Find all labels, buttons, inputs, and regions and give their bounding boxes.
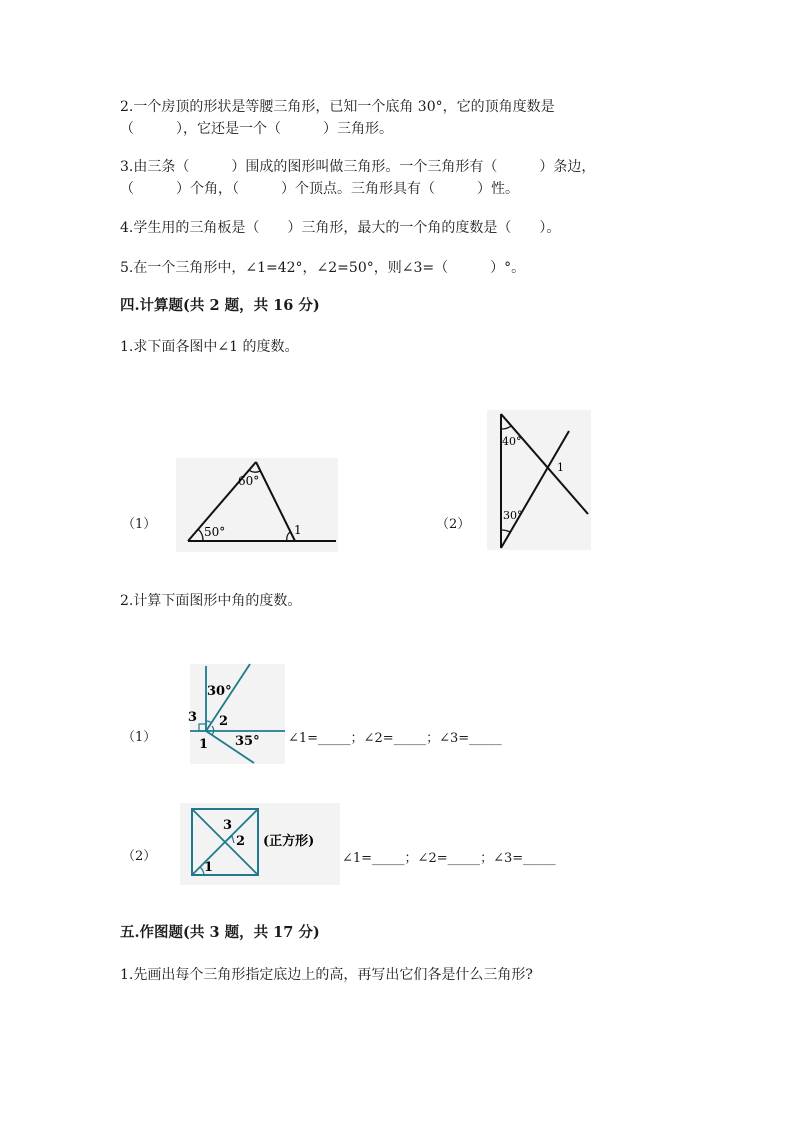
q4-text: 4.学生用的三角板是（ ）三角形，最大的一个角的度数是（ ）。	[120, 220, 561, 236]
angle-label-2: 2	[219, 714, 229, 729]
q3-line1: 3.由三条（ ）围成的图形叫做三角形。一个三角形有（ ）条边，	[120, 159, 596, 175]
angle-label-1: 1	[294, 523, 302, 537]
figure-background	[487, 410, 591, 550]
angle-label-40: 40°	[502, 435, 522, 448]
angle-label-2: 2	[236, 834, 246, 849]
q5-text: 5.在一个三角形中，∠1=42°，∠2=50°，则∠3=（ ）°。	[120, 260, 526, 276]
section4-heading: 四.计算题(共 2 题，共 16 分)	[120, 297, 320, 314]
angle-label-1: 1	[557, 461, 564, 474]
s5-q1-prompt: 1.先画出每个三角形指定底边上的高，再写出它们各是什么三角形?	[120, 967, 533, 983]
angle-lines-figure	[190, 664, 285, 764]
crossing-lines-figure-2	[487, 410, 591, 550]
s4-q2-fig1-answers: ∠1=_____；∠2=_____；∠3=_____	[288, 731, 502, 746]
angle-label-1: 1	[199, 737, 209, 752]
s4-q2-fig2-label: （2）	[122, 849, 157, 864]
s4-q2-fig2-answers: ∠1=_____；∠2=_____；∠3=_____	[342, 851, 556, 866]
q2-line2: （ ），它还是一个（ ）三角形。	[120, 121, 393, 137]
s4-q1-prompt: 1.求下面各图中∠1 的度数。	[120, 339, 299, 355]
s4-q2-fig1-label: （1）	[122, 730, 157, 745]
angle-label-3: 3	[223, 818, 233, 833]
s4-q1-fig2-label: （2）	[436, 517, 471, 532]
square-caption: (正方形)	[263, 834, 315, 849]
q3-line2: （ ）个角，（ ）个顶点。三角形具有（ ）性。	[120, 181, 519, 197]
square-figure	[180, 803, 340, 885]
angle-label-50: 50°	[204, 525, 226, 539]
s4-q2-prompt: 2.计算下面图形中角的度数。	[120, 593, 302, 609]
angle-label-30: 30°	[207, 684, 232, 699]
section5-heading: 五.作图题(共 3 题，共 17 分)	[120, 924, 320, 941]
angle-label-60: 60°	[238, 474, 260, 488]
q2-line1: 2.一个房顶的形状是等腰三角形，已知一个底角 30°，它的顶角度数是	[120, 99, 555, 115]
angle-label-30: 30°	[503, 509, 523, 522]
angle-label-35: 35°	[235, 734, 260, 749]
angle-label-1: 1	[204, 860, 214, 875]
angle-label-3: 3	[188, 710, 198, 725]
triangle-figure-1	[176, 458, 338, 552]
s4-q1-fig1-label: （1）	[122, 517, 157, 532]
